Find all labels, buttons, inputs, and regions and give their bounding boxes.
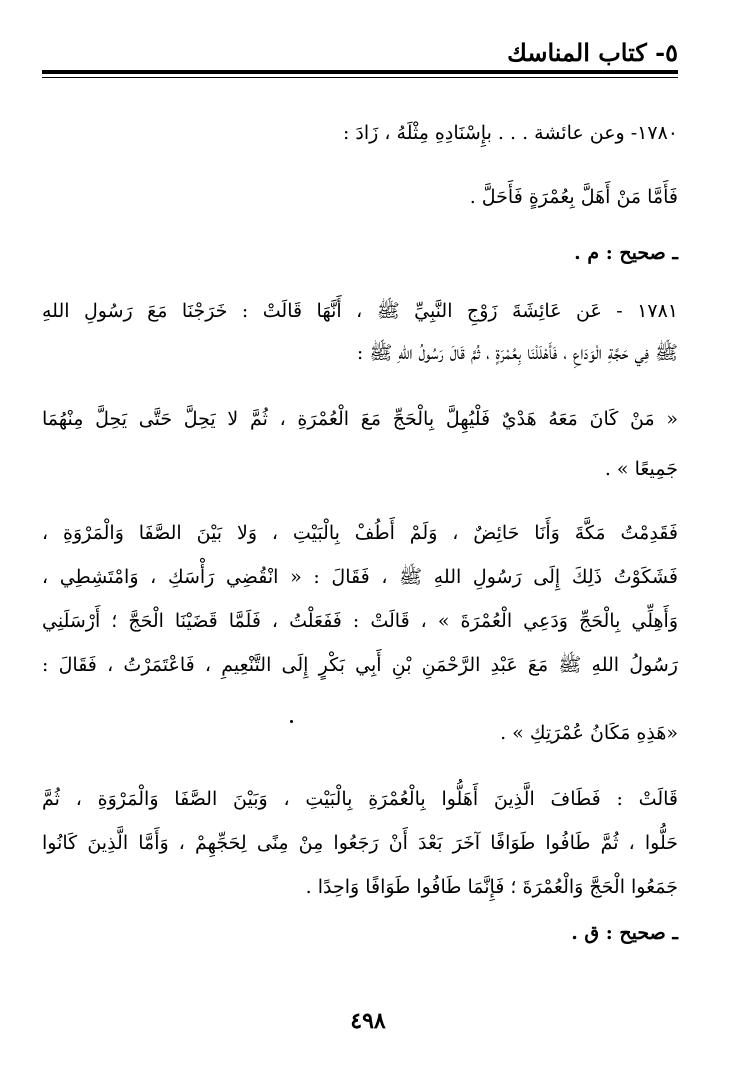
hadith-1781-quote-line-2: جَمِيعًا » . (604, 458, 678, 480)
hadith-1780-grade: ـ صحيح : م . (574, 242, 678, 264)
hadith-1781-closing-line-3: جَمَعُوا الْحَجَّ وَالْعُمْرَةَ ؛ فَإِنَّمَا طَافُوا طَوَافًا وَاحِدًا . (305, 876, 678, 898)
hadith-1781-intro-line-2: ﷺ فِي حَجَّةِ الْوَدَاعِ ، فَأَهْلَلْنَا بِعُمْرَةٍ ، ثُمَّ قَالَ رَسُولُ اللهِ ﷺ : (356, 342, 678, 364)
hadith-1781-narrative-line-1: فَقَدِمْتُ مَكَّةَ وَأَنَا حَائِضٌ ، وَلَمْ أَطُفْ بِالْبَيْتِ ، وَلا بَيْنَ الصَّفَا وَالْمَرْوَةِ ، (42, 522, 678, 544)
hadith-1780-line-2: فَأَمَّا مَنْ أَهَلَّ بِعُمْرَةٍ فَأَحَلَّ . (469, 186, 678, 208)
hadith-1781-quote-line-1: « مَنْ كَانَ مَعَهُ هَدْيٌ فَلْيُهِلَّ بِالْحَجِّ مَعَ الْعُمْرَةِ ، ثُمَّ لا يَحِلَّ حَتَّى يَحِلَّ مِنْهُمَا (42, 408, 678, 430)
hadith-1781-grade: ـ صحيح : ق . (571, 922, 678, 944)
hadith-1781-closing-line-2: حَلُّوا ، ثُمَّ طَافُوا طَوَافًا آخَرَ بَعْدَ أَنْ رَجَعُوا مِنْ مِنًى لِحَجِّهِمْ ، وَأَمَّا الَّذِينَ كَانُوا (42, 832, 678, 854)
hadith-1781-narrative-line-2: فَشَكَوْتُ ذَلِكَ إِلَى رَسُولِ اللهِ ﷺ ، فَقَالَ : « انْقُضِي رَأْسَكِ ، وَامْتَشِطِي ، (42, 566, 678, 588)
page-number: ٤٩٨ (350, 1008, 386, 1034)
hadith-1780-line-1: ١٧٨٠- وعن عائشة . . . بإِسْنَادِهِ مِثْلَهُ ، زَادَ : (342, 122, 678, 144)
header-rule-thin (42, 77, 678, 78)
hadith-1781-closing-line-1: قَالَتْ : فَطَافَ الَّذِينَ أَهَلُّوا بِالْعُمْرَةِ بِالْبَيْتِ ، وَبَيْنَ الصَّفَا وَالْمَرْوَةِ ، ثُمَّ (42, 788, 678, 810)
hadith-1781-narrative-line-4: رَسُولُ اللهِ ﷺ مَعَ عَبْدِ الرَّحْمَنِ بْنِ أَبِي بَكْرٍ إِلَى التَّنْعِيمِ ، فَاعْتَمَرْتُ ، فَقَالَ : (42, 654, 678, 676)
chapter-title: ٥- كتاب المناسك (507, 38, 678, 67)
hadith-1781-narrative-line-3: وَأَهِلِّي بِالْحَجِّ وَدَعِي الْعُمْرَةَ » ، قَالَتْ : فَفَعَلْتُ ، فَلَمَّا قَضَيْنَا الْحَجَّ ؛ أَرْسَلَنِي (42, 610, 678, 632)
hadith-1781-quote-2: «هَذِهِ مَكَانُ عُمْرَتِكِ » . (500, 722, 678, 744)
hadith-1781-intro-line-1: ١٧٨١ - عَن عَائِشَةَ زَوْجِ النَّبِيِّ ﷺ ، أَنَّهَا قَالَتْ : خَرَجْنَا مَعَ رَسُولِ اللهِ (42, 300, 678, 322)
header-rule-thick (42, 70, 678, 74)
